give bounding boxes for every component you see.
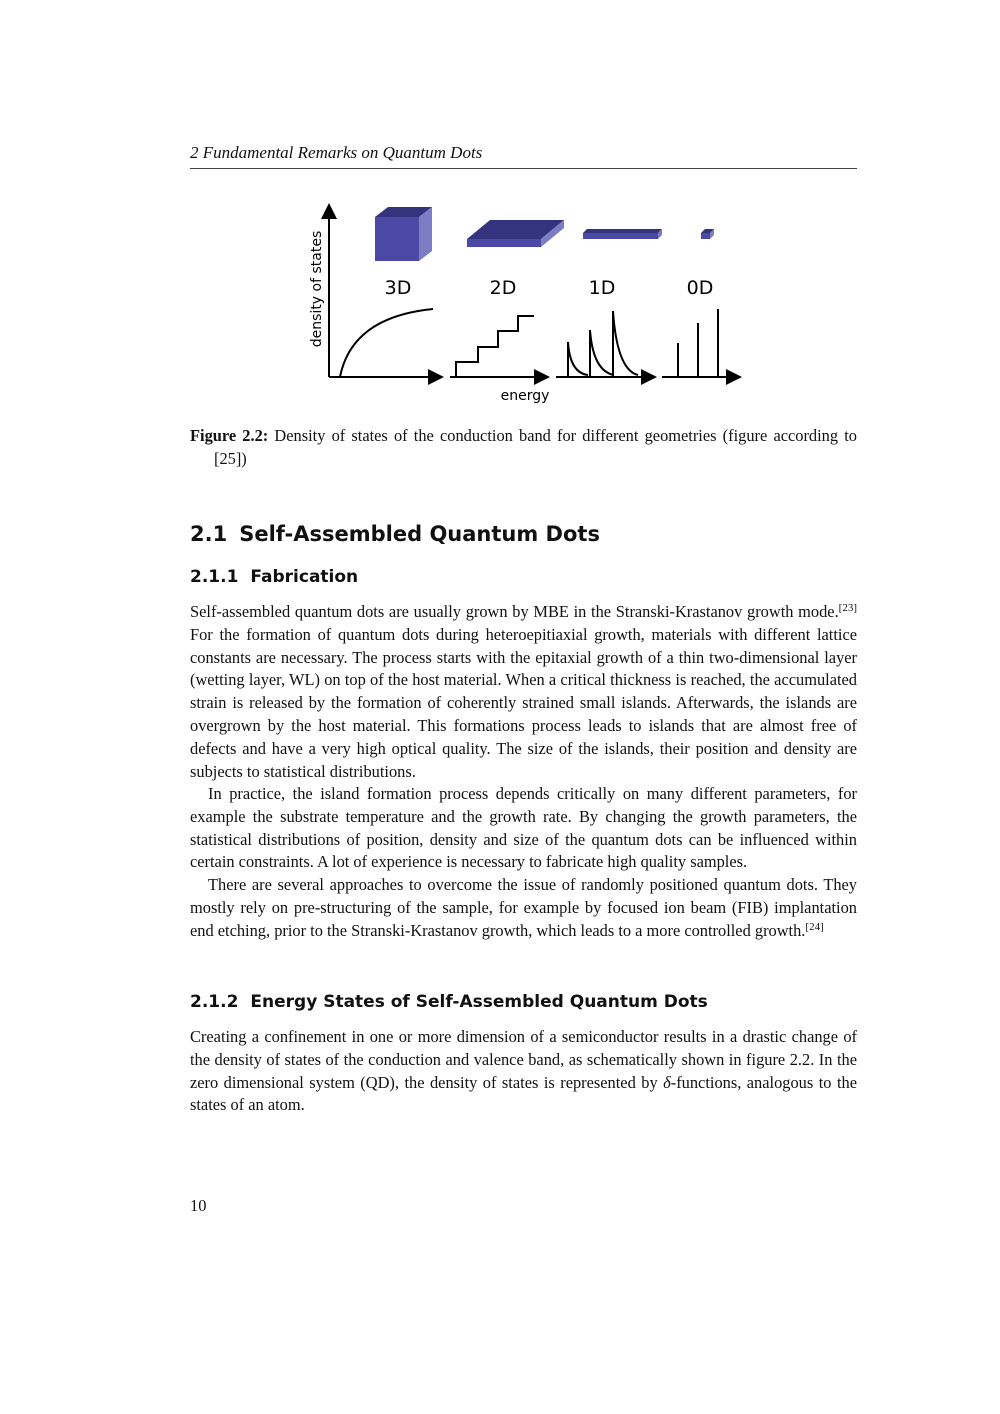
paragraph-energy-states-1 (190, 1026, 857, 1117)
figure-caption (190, 424, 857, 470)
panel-label-2d: 2D (489, 277, 517, 299)
paragraph-fabrication-2 (190, 783, 857, 874)
paragraph-text: For the formation of quantum dots during heteroepitiaxial growth, materials with different lattice constants are necessary. The process starts with the epitaxial growth of a thin two-dimensional layer (wetting layer, WL) on top of the host material. When a critical thickness is reached, the accumulated strain is released by the formation of coherently strained small islands. Afterwards, the islands are overgrown by the host material. This formations process leads to islands that are almost free of defects and have a very high optical quality. The size of the islands, their position and density are subjects to statistical distributions. (190, 624, 857, 781)
paragraph-text: Self-assembled quantum dots are usually grown by MBE in the Stranski-Krastanov growth mode. (190, 602, 839, 621)
caption-label: Figure 2.2: (190, 426, 269, 445)
paragraph-text: Creating a confinement in one or more dimension of a semiconductor results in a drastic change of the density of states of the conduction and valence band, as schematically shown in figure 2.2. In the zero dimensional system (QD), the density of states is represented by (190, 1027, 857, 1092)
cube-3d-icon (375, 207, 432, 261)
citation-24: [24] (805, 920, 824, 933)
panel-label-0d: 0D (686, 277, 714, 299)
subsection-title-energy-states (190, 991, 708, 1013)
paragraph-text: In practice, the island formation process depends critically on many different parameters, for example the substrate temperature and the growth rate. By changing the growth parameters, the statistical distributions of position, density and size of the quantum dots can be influenced within certain constraints. A lot of experience is necessary to fabricate high quality samples. (190, 784, 857, 872)
panel-label-3d: 3D (384, 277, 412, 299)
x-axis-label: energy (500, 388, 550, 404)
wire-1d-icon (583, 229, 662, 239)
dos-curve-3d (329, 309, 442, 377)
y-axis-label: density of states (309, 230, 325, 348)
caption-text: Density of states of the conduction band for different geometries (figure according to [25]) (214, 426, 857, 468)
subsection-number: 2.1.1 (190, 567, 239, 587)
panel-label-1d: 1D (588, 277, 616, 299)
delta-symbol: δ (663, 1072, 671, 1092)
citation-23: [23] (838, 602, 857, 614)
subsection-number: 2.1.2 (190, 992, 239, 1012)
running-head: 2 Fundamental Remarks on Quantum Dots (190, 142, 857, 169)
paragraph-text: There are several approaches to overcome the issue of randomly positioned quantum dots. They mostly rely on pre-structuring of the sample, for example by focused ion beam (FIB) implantation end etching, prior to the Stranski-Krastanov growth, which leads to a more controlled growth. (190, 875, 857, 940)
subsection-title-text: Energy States of Self-Assembled Quantum Dots (250, 992, 708, 1012)
slab-2d-icon (467, 220, 564, 247)
section-number: 2.1 (190, 522, 228, 546)
paragraph-fabrication-1 (190, 601, 857, 783)
subsection-title-fabrication (190, 566, 358, 588)
section-title (190, 520, 600, 548)
dot-0d-icon (701, 229, 714, 239)
dos-peaks-1d (556, 311, 655, 377)
section-title-text: Self-Assembled Quantum Dots (239, 522, 600, 546)
paragraph-text: -functions, analogous to the states of an atom. (190, 1072, 857, 1115)
paragraph-fabrication-3 (190, 874, 857, 942)
subsection-title-text: Fabrication (250, 567, 359, 587)
dos-steps-2d (450, 316, 548, 377)
density-of-states-figure (300, 195, 760, 410)
dos-delta-0d (662, 309, 740, 377)
page-number: 10 (190, 1196, 207, 1215)
